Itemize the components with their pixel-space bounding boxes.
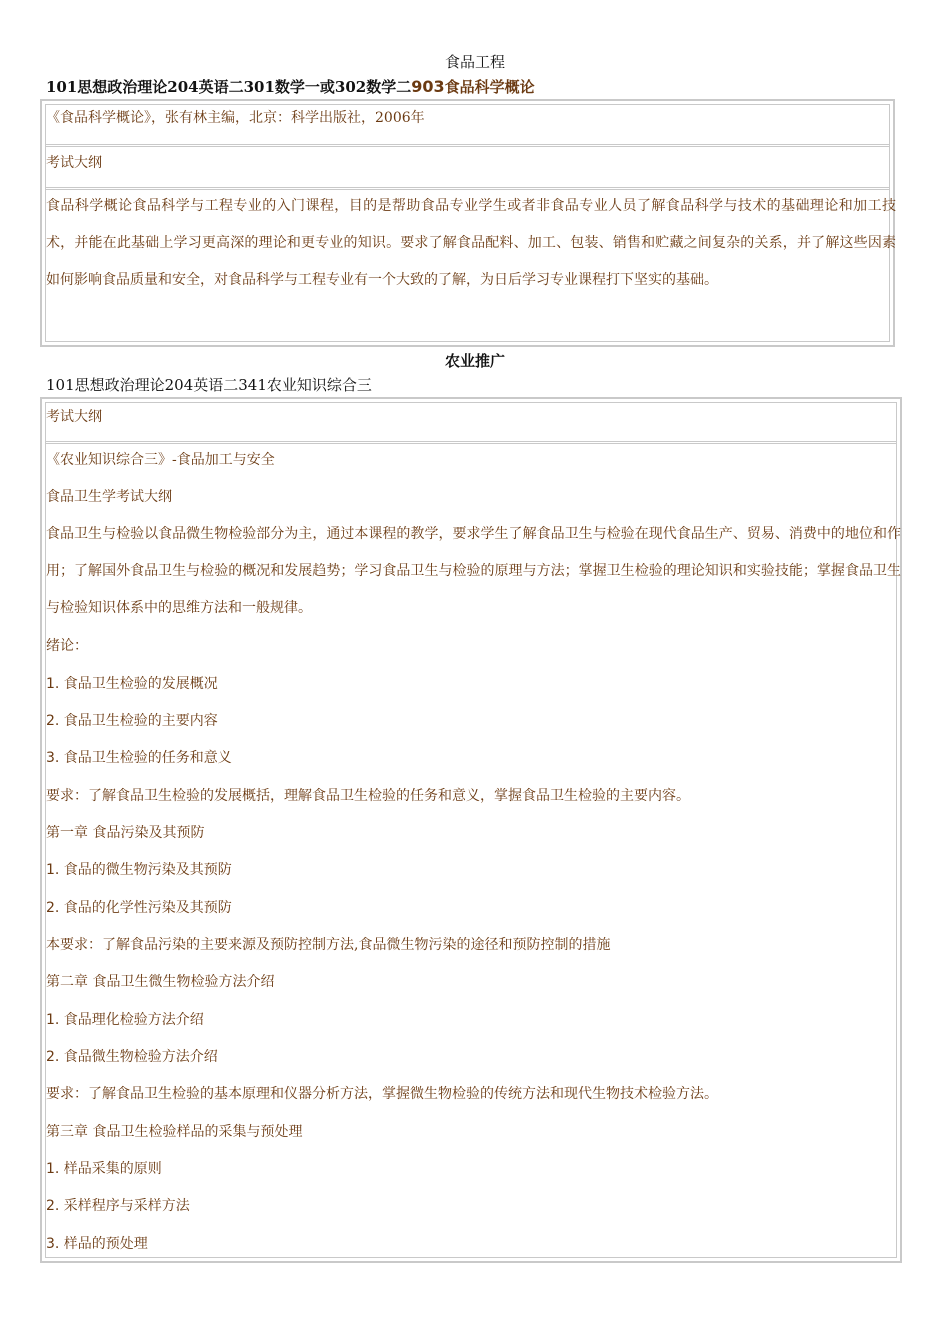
list-item: 1. 食品的微生物污染及其预防 [46,862,232,878]
list-item: 3. 样品的预处理 [46,1236,148,1252]
list-item: 绪论： [46,638,88,654]
exam-subjects-line-2: 101思想政治理论204英语二341农业知识综合三 [46,376,372,394]
section-title-agriculture-extension: 农业推广 [444,352,505,370]
list-item: 本要求：了解食品污染的主要来源及预防控制方法,食品微生物污染的途径和预防控制的措施 [46,937,611,953]
outline-label-2: 考试大纲 [46,409,102,425]
list-item: 2. 食品的化学性污染及其预防 [46,900,232,916]
hygiene-intro-paragraph: 食品卫生与检验以食品微生物检验部分为主，通过本课程的教学，要求学生了解食品卫生与检验在现代食品生产、贸易、消费中的地位和作用；了解国外食品卫生与检验的概况和发展趋势；学习食品卫生与检验的原理与方法；掌握卫生检验的理论知识和实验技能；掌握食品卫生与检验知识体系中的思维方法和一般规律。 [46,526,901,616]
outline-label: 考试大纲 [46,155,102,171]
row-divider [45,441,897,444]
list-item: 第一章 食品污染及其预防 [46,825,205,841]
list-item: 2. 食品卫生检验的主要内容 [46,713,218,729]
syllabus-title-line: 食品卫生学考试大纲 [46,489,172,505]
list-item: 要求：了解食品卫生检验的基本原理和仪器分析方法，掌握微生物检验的传统方法和现代生物技术检验方法。 [46,1086,718,1102]
exam-subjects-line [46,77,535,97]
exam-subject-code: 903 [411,77,445,96]
list-item: 第二章 食品卫生微生物检验方法介绍 [46,974,275,990]
list-item: 1. 食品卫生检验的发展概况 [46,676,218,692]
list-item: 1. 样品采集的原则 [46,1161,162,1177]
list-item: 第三章 食品卫生检验样品的采集与预处理 [46,1124,303,1140]
list-item: 3. 食品卫生检验的任务和意义 [46,750,232,766]
list-item: 2. 食品微生物检验方法介绍 [46,1049,218,1065]
row-divider [45,144,890,147]
list-item: 2. 采样程序与采样方法 [46,1198,190,1214]
list-item: 要求：了解食品卫生检验的发展概括，理解食品卫生检验的任务和意义，掌握食品卫生检验的主要内容。 [46,788,690,804]
exam-subjects-prefix: 101思想政治理论204英语二301数学一或302数学二 [46,78,412,96]
section-title-food-engineering: 食品工程 [444,53,505,71]
list-item: 1. 食品理化检验方法介绍 [46,1012,204,1028]
exam-subject-course: 食品科学概论 [444,78,535,96]
reference-book: 《食品科学概论》，张有林主编，北京：科学出版社，2006年 [46,110,425,126]
course-name-line: 《农业知识综合三》-食品加工与安全 [46,452,275,468]
course-intro-paragraph: 食品科学概论食品科学与工程专业的入门课程，目的是帮助食品专业学生或者非食品专业人员了解食品科学与技术的基础理论和加工技术，并能在此基础上学习更高深的理论和更专业的知识。要求了解食品配料、加工、包装、销售和贮藏之间复杂的关系，并了解这些因素如何影响食品质量和安全，对食品科学与工程专业有一个大致的了解，为日后学习专业课程打下坚实的基础。 [46,198,896,288]
